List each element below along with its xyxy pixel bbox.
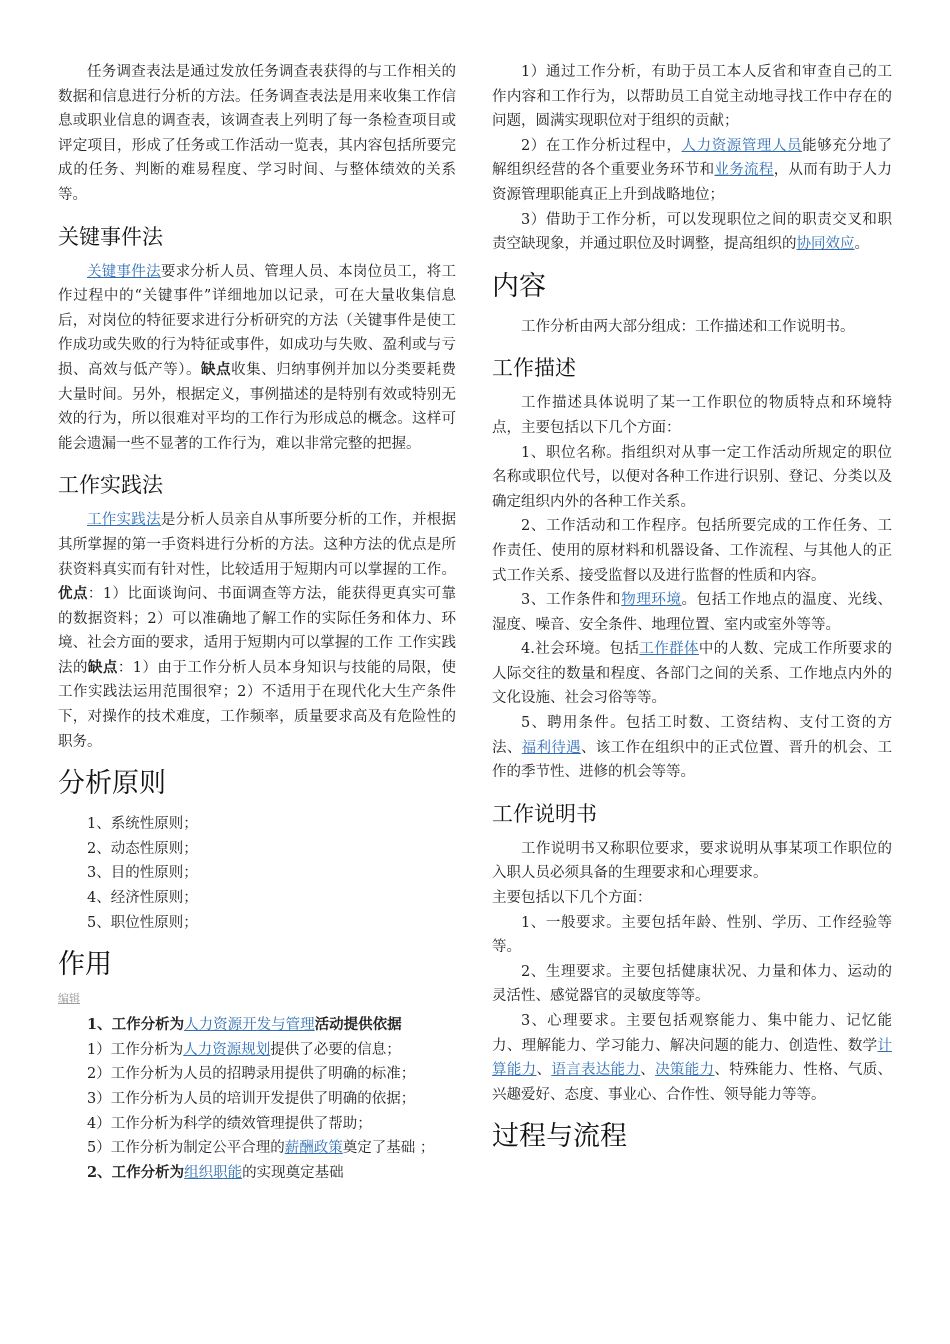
work-practice-heading: 工作实践法 bbox=[58, 473, 163, 498]
job-specification-item: 2、生理要求。主要包括健康状况、力量和体力、运动的灵活性、感觉器官的灵敏度等等。 bbox=[492, 963, 892, 1005]
benefits-link[interactable]: 福利待遇 bbox=[521, 739, 581, 756]
role-sub-item: 3）工作分析为人员的培训开发提供了明确的依据； bbox=[87, 1091, 416, 1107]
hr-manager-link[interactable]: 人力资源管理人员 bbox=[681, 137, 803, 154]
principle-item: 2、动态性原则； bbox=[87, 840, 198, 857]
org-function-link[interactable]: 组织职能 bbox=[184, 1164, 243, 1181]
role-sub-item: 4）工作分析为科学的绩效管理提供了帮助； bbox=[87, 1115, 372, 1132]
business-process-link[interactable]: 业务流程 bbox=[714, 162, 774, 179]
hr-development-link[interactable]: 人力资源开发与管理 bbox=[184, 1017, 315, 1034]
physical-environment-link[interactable]: 物理环境 bbox=[621, 592, 682, 609]
language-ability-link[interactable]: 语言表达能力 bbox=[551, 1062, 641, 1079]
synergy-link[interactable]: 协同效应 bbox=[796, 236, 855, 253]
job-description-item: 2、工作活动和工作程序。包括所要完成的工作任务、工作责任、使用的原材料和机器设备、工作流程、与其他人的正式工作关系、接受监督以及进行监督的性质和内容。 bbox=[492, 518, 892, 584]
job-description-heading: 工作描述 bbox=[492, 356, 576, 381]
work-practice-paragraph: 工作实践法是分析人员亲自从事所要分析的工作，并根据其所掌握的第一手资料进行分析的方法。这种方法的优点是所获资料真实而有针对性，比较适用于短期内可以掌握的工作。优点：1）比面谈询问、书面调查等方法，能获得更真实可靠的数据资料；2）可以准确地了解工作的实际任务和体力、环境、社会方面的要求，适用于短期内可以掌握的工作 工作实践法的缺点：1）由于工作分析人员本身知识与技能的局限，使工作实践法运用范围很窄；2）不适用于在现代化大生产条件下，对操作的技术难度，工作频率，质量要求高及有危险性的职务。 bbox=[58, 512, 457, 750]
job-specification-heading: 工作说明书 bbox=[492, 801, 597, 826]
job-specification-intro: 工作说明书又称职位要求，要求说明从事某项工作职位的入职人员必须具备的生理要求和心理要求。 bbox=[492, 840, 892, 882]
process-heading: 过程与流程 bbox=[492, 1121, 627, 1153]
job-description-item: 1、职位名称。指组织对从事一定工作活动所规定的职位名称或职位代号，以便对各种工作进行识别、登记、分类以及确定组织内外的各种工作关系。 bbox=[492, 444, 892, 510]
role-sub-item: 5）工作分析为制定公平合理的薪酬政策奠定了基础 ； bbox=[87, 1140, 435, 1157]
calculation-ability-link[interactable]: 计算能力 bbox=[492, 1037, 892, 1079]
job-specification-item: 3、心理要求。主要包括观察能力、集中能力、记忆能力、理解能力、学习能力、解决问题的能力、创造性、数学计算能力、语言表达能力、决策能力、特殊能力、性格、气质、兴趣爱好、态度、事业心、合作性、领导能力等等。 bbox=[492, 1013, 893, 1103]
role-sub-item: 1）工作分析为人力资源规划提供了必要的信息； bbox=[87, 1041, 401, 1058]
job-specification-item: 1、一般要求。主要包括年龄、性别、学历、工作经验等等。 bbox=[492, 914, 892, 956]
task-survey-paragraph: 任务调查表法是通过发放任务调查表获得的与工作相关的数据和信息进行分析的方法。任务调查表法是用来收集工作信息或职业信息的调查表，该调查表上列明了每一条检查项目或评定项目，形成了任务或工作活动一览表，其内容包括所要完成的任务、判断的难易程度、学习时间、与整体绩效的关系等。 bbox=[58, 64, 456, 203]
job-description-intro: 工作描述具体说明了某一工作职位的物质特点和环境特点，主要包括以下几个方面： bbox=[492, 395, 892, 436]
principle-item: 3、目的性原则； bbox=[87, 865, 198, 882]
hr-planning-link[interactable]: 人力资源规划 bbox=[183, 1041, 271, 1058]
critical-incident-paragraph: 关键事件法要求分析人员、管理人员、本岗位员工，将工作过程中的“关键事件”详细地加以记录，可在大量收集信息后，对岗位的特征要求进行分析研究的方法（关键事件是使工作成功或失败的行为特征或事件，如成功与失败、盈利或与亏损、高效与低产等）。缺点收集、归纳事例并加以分类要耗费大量时间。另外，根据定义，事例描述的是特别有效或特别无效的行为，所以很难对平均的工作行为形成总的概念。这样可能会遗漏一些不显著的工作行为，难以非常完整的把握。 bbox=[58, 263, 457, 452]
role-detail-2: 2）在工作分析过程中，人力资源管理人员能够充分地了解组织经营的各个重要业务环节和业务流程，从而有助于人力资源管理职能真正上升到战略地位； bbox=[492, 137, 893, 203]
principle-item: 5、职位性原则； bbox=[87, 914, 198, 931]
left-column bbox=[58, 60, 456, 1185]
role-heading: 作用 bbox=[58, 949, 112, 981]
critical-incident-link[interactable]: 关键事件法 bbox=[87, 263, 161, 280]
work-practice-link[interactable]: 工作实践法 bbox=[87, 512, 161, 529]
job-description-item: 5、聘用条件。包括工时数、工资结构、支付工资的方法、福利待遇、该工作在组织中的正式位置、晋升的机会、工作的季节性、进修的机会等等。 bbox=[492, 715, 893, 781]
analysis-principle-heading: 分析原则 bbox=[58, 768, 166, 800]
edit-link[interactable]: 编辑 bbox=[58, 992, 80, 1006]
role-detail-1: 1）通过工作分析，有助于员工本人反省和审查自己的工作内容和工作行为，以帮助员工自觉主动地寻找工作中存在的问题，圆满实现职位对于组织的贡献； bbox=[492, 64, 892, 130]
decision-ability-link[interactable]: 决策能力 bbox=[655, 1062, 715, 1079]
salary-policy-link[interactable]: 薪酬政策 bbox=[284, 1140, 343, 1157]
work-group-link[interactable]: 工作群体 bbox=[639, 641, 699, 658]
job-description-item: 3、工作条件和物理环境。包括工作地点的温度、光线、湿度、噪音、安全条件、地理位置、室内或室外等等。 bbox=[492, 592, 893, 633]
content-heading: 内容 bbox=[492, 270, 546, 302]
content-intro: 工作分析由两大部分组成：工作描述和工作说明书。 bbox=[521, 318, 855, 335]
role-point-2: 2、工作分析为组织职能的实现奠定基础 bbox=[87, 1163, 344, 1181]
job-description-item: 4.社会环境。包括工作群体中的人数、完成工作所要求的人际交往的数量和程度、各部门之间的关系、工作地点内外的文化设施、社会习俗等等。 bbox=[492, 641, 892, 707]
principle-item: 1、系统性原则； bbox=[87, 816, 198, 833]
role-sub-item: 2）工作分析为人员的招聘录用提供了明确的标准； bbox=[87, 1066, 416, 1083]
critical-incident-heading: 关键事件法 bbox=[58, 224, 163, 249]
job-specification-intro-2: 主要包括以下几个方面： bbox=[492, 890, 652, 907]
role-point-1: 1、工作分析为人力资源开发与管理活动提供依据 bbox=[87, 1016, 402, 1034]
role-detail-3: 3）借助于工作分析，可以发现职位之间的职责交叉和职责空缺现象，并通过职位及时调整，提高组织的协同效应。 bbox=[492, 211, 892, 253]
right-column bbox=[492, 60, 892, 1165]
principle-item: 4、经济性原则； bbox=[87, 890, 198, 907]
